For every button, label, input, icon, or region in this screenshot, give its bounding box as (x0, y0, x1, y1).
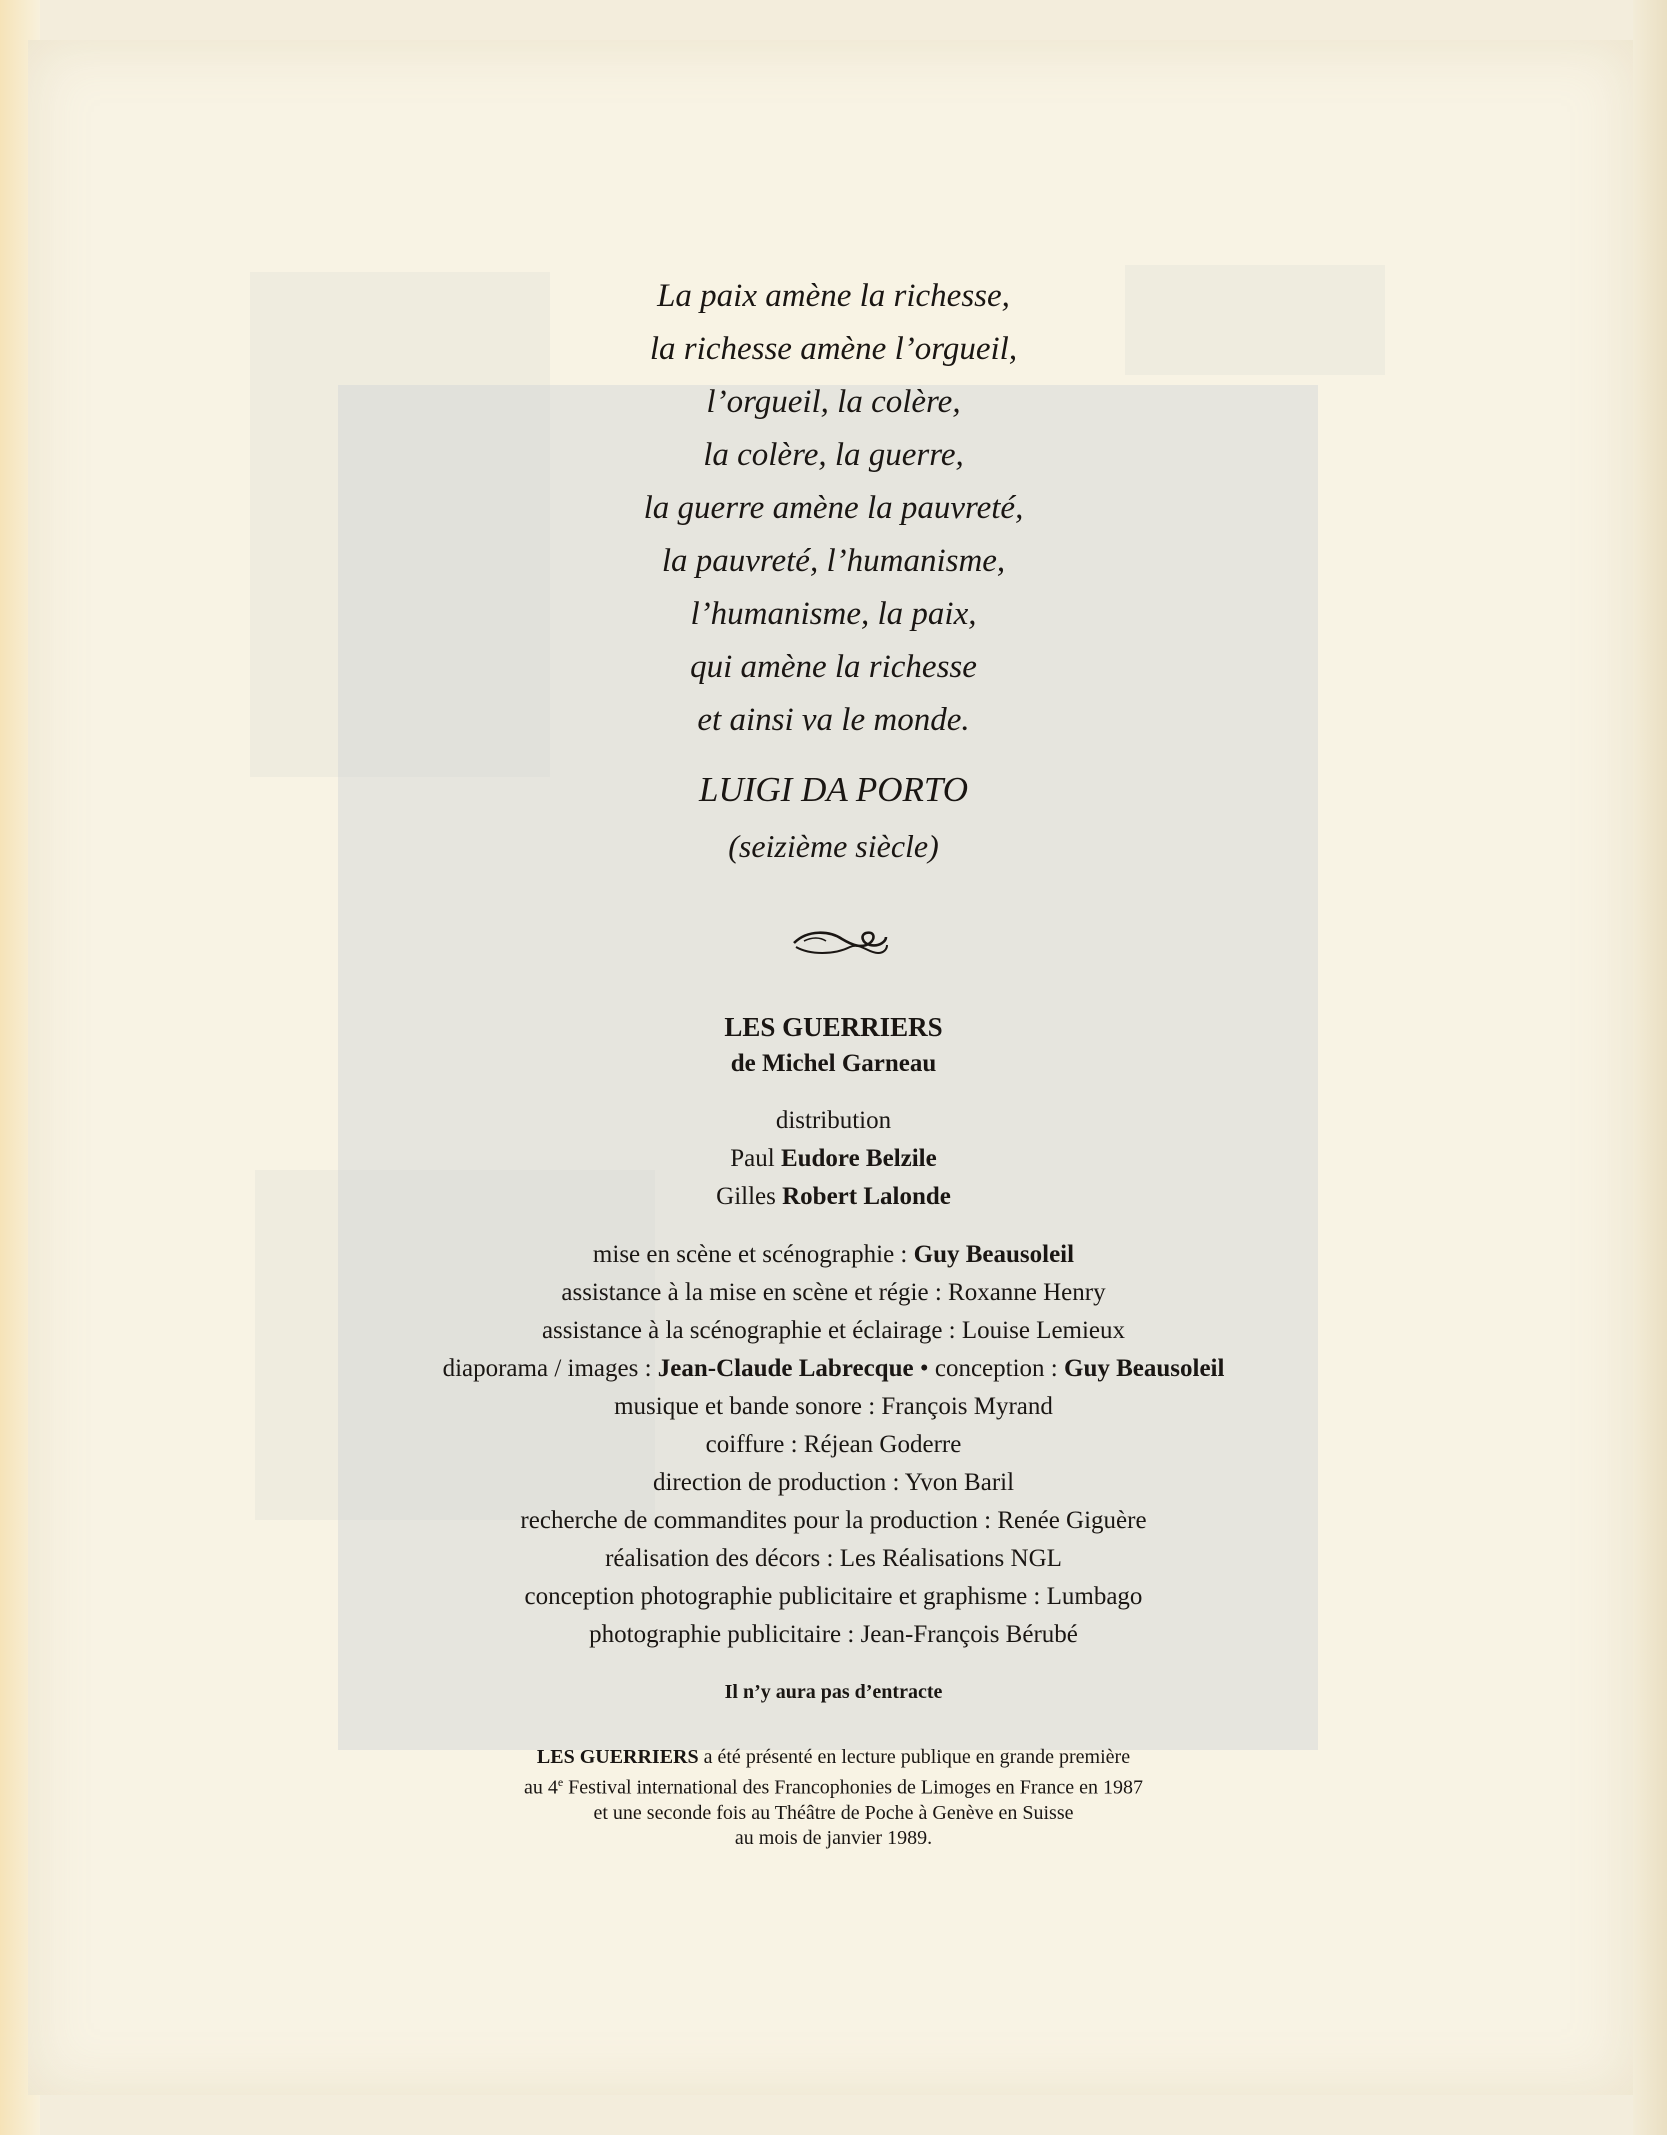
credit-role: assistance à la mise en scène et régie : (561, 1279, 949, 1306)
poem-line: La paix amène la richesse, (657, 278, 1010, 314)
poem-line: la pauvreté, l’humanisme, (661, 543, 1006, 579)
note-text: au 4 (523, 1776, 558, 1799)
credit-person: François Myrand (881, 1393, 1053, 1420)
distribution-heading: distribution (775, 1107, 892, 1134)
intermission-notice: Il n’y aura pas d’entracte (724, 1681, 943, 1703)
note-line: et une seconde fois au Théâtre de Poche à Genève en Suisse (593, 1801, 1074, 1824)
credit-line (0, 1616, 1667, 1654)
credit-line (0, 1464, 1667, 1502)
poem-line: la richesse amène l’orgueil, (649, 331, 1018, 367)
credits-list (0, 1236, 1667, 1654)
credit-person: Lumbago (1046, 1583, 1143, 1610)
credit-role: conception photographie publicitaire et graphisme : (524, 1583, 1047, 1610)
credit-person: Guy Beausoleil (913, 1241, 1075, 1268)
credit-role: assistance à la scénographie et éclairage : (541, 1317, 962, 1344)
credit-role: réalisation des décors : (605, 1545, 840, 1572)
cast-row (0, 1145, 1667, 1173)
credit-person: Yvon Baril (904, 1469, 1015, 1496)
credit-role: direction de production : (652, 1469, 905, 1496)
credit-role: diaporama / images : (442, 1355, 658, 1382)
epigraph-poem (0, 270, 1667, 747)
credit-line (0, 1540, 1667, 1578)
poem-line: l’humanisme, la paix, (690, 596, 977, 632)
credit-person: Guy Beausoleil (1064, 1355, 1225, 1382)
credit-line (0, 1312, 1667, 1350)
credit-line (0, 1388, 1667, 1426)
character-name: Paul (730, 1145, 775, 1172)
note-line (0, 1745, 1667, 1770)
note-text: Festival international des Francophonies de Limoges en France en 1987 (563, 1776, 1144, 1799)
credit-role: musique et bande sonore : (614, 1393, 882, 1420)
credit-role: coiffure : (705, 1431, 804, 1458)
flourish-ornament-icon (790, 925, 890, 959)
credit-role: photographie publicitaire : (589, 1621, 861, 1648)
note-text: a été présenté en lecture publique en grande première (698, 1746, 1131, 1768)
actor-name: Eudore Belzile (780, 1145, 937, 1172)
poem-line: qui amène la richesse (690, 649, 977, 685)
credit-person: Renée Giguère (997, 1507, 1147, 1534)
poem-period: (seizième siècle) (728, 828, 939, 864)
poem-line: l’orgueil, la colère, (706, 384, 961, 420)
credit-role: conception : (934, 1355, 1064, 1382)
credit-line (0, 1236, 1667, 1274)
credit-person: Jean-Claude Labrecque (657, 1355, 914, 1382)
credit-line (0, 1350, 1667, 1388)
play-author: de Michel Garneau (730, 1050, 937, 1077)
credit-person: Roxanne Henry (948, 1279, 1106, 1306)
cast-row (0, 1183, 1667, 1211)
credit-person: Réjean Goderre (803, 1431, 962, 1458)
poem-line: la guerre amène la pauvreté, (643, 490, 1024, 526)
poem-line: la colère, la guerre, (703, 437, 964, 473)
actor-name: Robert Lalonde (782, 1183, 951, 1210)
note-line: au mois de janvier 1989. (734, 1826, 933, 1849)
credit-person: Jean-François Bérubé (860, 1621, 1078, 1648)
note-line (0, 1770, 1667, 1801)
play-title: LES GUERRIERS (724, 1012, 943, 1042)
premiere-note (0, 1745, 1667, 1851)
credit-role: mise en scène et scénographie : (592, 1241, 914, 1268)
credit-person: Les Réalisations NGL (839, 1545, 1062, 1572)
credit-line (0, 1274, 1667, 1312)
credit-line (0, 1578, 1667, 1616)
bullet-separator: • (913, 1355, 935, 1382)
note-play-title: LES GUERRIERS (536, 1746, 699, 1768)
poem-author: LUIGI DA PORTO (699, 770, 968, 809)
ordinal-suffix: e (557, 1775, 564, 1789)
character-name: Gilles (716, 1183, 776, 1210)
credit-role: recherche de commandites pour la production : (520, 1507, 998, 1534)
credit-line (0, 1502, 1667, 1540)
credit-line (0, 1426, 1667, 1464)
credit-person: Louise Lemieux (961, 1317, 1126, 1344)
poem-line: et ainsi va le monde. (697, 702, 970, 738)
